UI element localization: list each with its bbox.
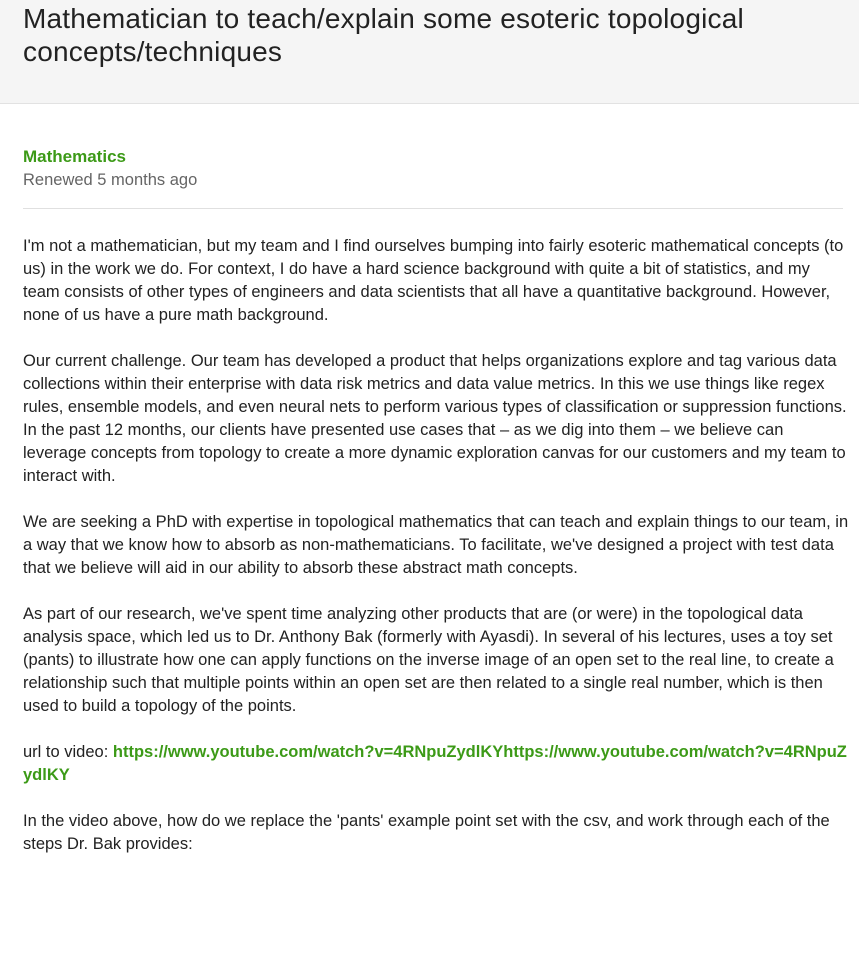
job-title: Mathematician to teach/explain some esoteric topological concepts/techniques xyxy=(23,3,744,67)
page-header xyxy=(0,0,859,104)
description-paragraph: I'm not a mathematician, but my team and I find ourselves bumping into fairly esoteric mathematical concepts (to us) in the work we do. For context, I do have a hard science background with quite a bit of statistics, and my team consists of other types of engineers and data scientists that all have a quantitative background. However, none of us have a pure math background. xyxy=(23,237,844,324)
description-paragraph: Our current challenge. Our team has developed a product that helps organizations explore and tag various data collections within their enterprise with data risk metrics and data value metrics. In this we use things like regex rules, ensemble models, and even neural nets to perform various types of classification or suppression functions. In the past 12 months, our clients have presented use cases that – as we dig into them – we believe can leverage concepts from topology to create a more dynamic exploration canvas for our customers and my team to interact with. xyxy=(23,352,847,485)
video-url-paragraph xyxy=(23,741,851,787)
description-paragraph: In the video above, how do we replace the 'pants' example point set with the csv, and work through each of the steps Dr. Bak provides: xyxy=(23,812,830,853)
job-description xyxy=(23,235,851,856)
description-paragraph: We are seeking a PhD with expertise in topological mathematics that can teach and explain things to our team, in a way that we know how to absorb as non-mathematicians. To facilitate, we've designed a project with test data that we believe will aid in our ability to absorb these abstract math concepts. xyxy=(23,513,849,577)
renewed-timestamp: Renewed 5 months ago xyxy=(23,171,198,189)
url-prefix: url to video: xyxy=(23,743,113,761)
job-content xyxy=(0,146,859,856)
video-link[interactable]: https://www.youtube.com/watch?v=4RNpuZydlKYhttps://www.youtube.com/watch?v=4RNpuZydlKY xyxy=(23,743,847,784)
job-category[interactable]: Mathematics xyxy=(23,147,126,166)
description-paragraph: As part of our research, we've spent time analyzing other products that are (or were) in the topological data analysis space, which led us to Dr. Anthony Bak (formerly with Ayasdi). In several of his lectures, uses a toy set (pants) to illustrate how one can apply functions on the inverse image of an open set to the real line, to create a relationship such that multiple points within an open set are then related to a single real number, which is then used to build a topology of the points. xyxy=(23,605,834,715)
divider xyxy=(23,208,843,209)
